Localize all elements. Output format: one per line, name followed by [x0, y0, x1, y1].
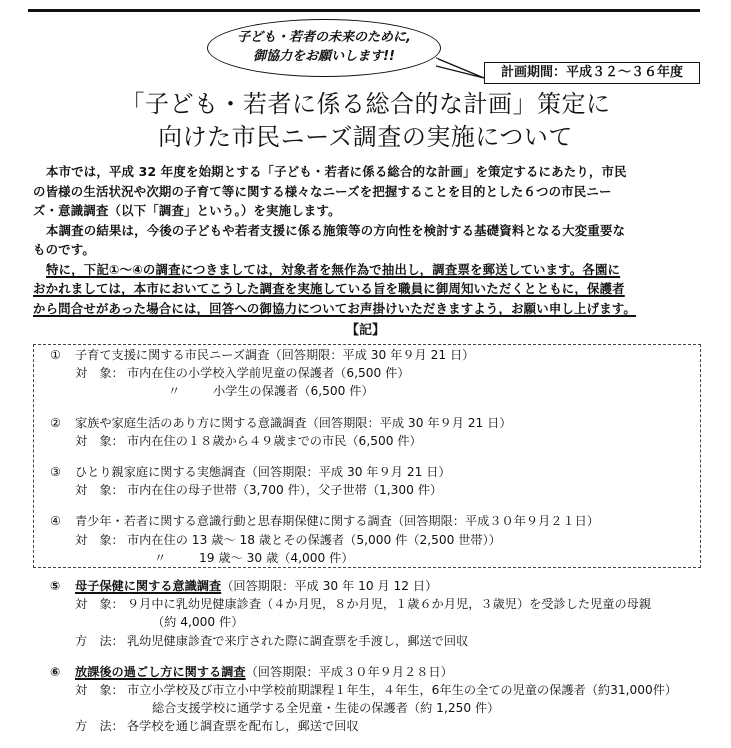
survey-5-target-cont [50, 613, 710, 631]
method-text: 各学校を通じ調査票を配布し，郵送で回収 [127, 719, 359, 734]
survey-4-heading [50, 512, 710, 530]
method-text: 乳幼児健康診査で来庁された際に調査票を手渡し，郵送で回収 [127, 633, 469, 648]
survey-number: ③ [50, 465, 61, 480]
target-label: 対 象： [75, 532, 124, 547]
survey-deadline: （回答期限：平成 30 年９月 21 日） [245, 465, 451, 480]
speech-bubble-tail [436, 56, 486, 80]
survey-2-target [50, 432, 710, 450]
survey-name: ひとり親家庭に関する実態調査 [75, 465, 246, 480]
survey-deadline: （回答期限：平成 30 年 10 月 12 日） [221, 579, 438, 594]
target-text: 市内在住の母子世帯（3,700 件），父子世帯（1,300 件） [127, 483, 443, 498]
survey-number: ② [50, 415, 61, 430]
survey-deadline: （回答期限：平成３０年９月２８日） [245, 664, 453, 679]
plan-period-box: 計画期間：平成３２～３６年度 [484, 62, 700, 84]
survey-name: 放課後の過ごし方に関する調査 [75, 664, 246, 679]
page-title [20, 88, 711, 154]
survey-deadline: （回答期限：平成 30 年９月 21 日） [269, 348, 475, 362]
survey-4-target-2 [50, 549, 710, 567]
survey-name: 子育て支援に関する市民ニーズ調査 [75, 348, 270, 362]
survey-number: ⑤ [50, 579, 61, 594]
target-text: 市立小学校及び市立小中学校前期課程１年生，４年生，6年生の全ての児童の保護者（約31,000件） [127, 683, 678, 698]
intro-line: 本市では，平成 32 年度を始期とする「子ども・若者に係る総合的な計画」を策定するにあたり，市民 [46, 164, 627, 179]
survey-5-method [50, 632, 710, 650]
target-text: 市内在住の１８歳から４９歳までの市民（6,500 件） [127, 433, 422, 448]
intro-line-underlined: から問合せがあった場合には，回答への御協力についてお声掛けいただきますよう，お願い申し上げます。 [33, 300, 636, 316]
ditto-mark: 〃 [154, 550, 167, 565]
intro-text [33, 162, 705, 318]
target-label: 対 象： [75, 683, 124, 698]
method-label: 方 法： [75, 719, 124, 734]
survey-6-method [50, 717, 710, 735]
title-line-1: 「子ども・若者に係る総合的な計画」策定に [120, 90, 611, 118]
intro-line: ものです。 [33, 242, 95, 257]
survey-1-target [50, 364, 710, 382]
survey-deadline: （回答期限：平成３０年９月２１日） [391, 514, 600, 529]
survey-number: ④ [50, 514, 61, 529]
survey-2-heading [50, 414, 710, 432]
target-label: 対 象： [75, 483, 124, 498]
survey-5-target [50, 595, 710, 613]
survey-1-target-2 [50, 382, 710, 400]
survey-5-heading [50, 577, 710, 595]
target-label: 対 象： [75, 597, 124, 612]
survey-3-target [50, 481, 710, 499]
target-text: 小学生の保護者（6,500 件） [213, 384, 374, 399]
ditto-mark: 〃 [168, 384, 181, 399]
target-text: （約 4,000 件） [152, 615, 244, 630]
target-label: 対 象： [75, 433, 124, 448]
survey-6-target [50, 681, 710, 699]
target-label: 対 象： [75, 366, 124, 381]
target-text: 市内在住の小学校入学前児童の保護者（6,500 件） [127, 366, 410, 381]
top-rule [28, 9, 700, 12]
ki-heading: 【記】 [345, 323, 385, 338]
intro-line: の皆様の生活状況や次期の子育て等に関する様々なニーズを把握することを目的とした６つの市民ニー [33, 183, 612, 199]
survey-6-heading [50, 663, 710, 681]
bubble-line-1: 子ども・若者の未来のために, [237, 30, 411, 45]
title-line-2: 向けた市民ニーズ調査の実施について [158, 123, 573, 151]
survey-number: ① [50, 348, 61, 362]
survey-4-target [50, 531, 710, 549]
intro-line: ズ・意識調査（以下「調査」という。）を実施します。 [33, 203, 341, 218]
survey-6-target-cont [50, 699, 710, 717]
survey-name: 青少年・若者に関する意識行動と思春期保健に関する調査 [75, 514, 392, 529]
intro-line-underlined: 特に，下記①～④の調査につきましては，対象者を無作為で抽出し，調査票を郵送しています。各園に [46, 261, 621, 277]
survey-number: ⑥ [50, 664, 61, 679]
bubble-line-2: 御協力をお願いします!! [253, 49, 395, 64]
survey-1-heading [50, 346, 710, 364]
survey-list [50, 346, 710, 736]
survey-name: 家族や家庭生活のあり方に関する意識調査 [75, 415, 307, 430]
survey-deadline: （回答期限：平成 30 年９月 21 日） [306, 415, 512, 430]
speech-bubble [207, 19, 441, 77]
intro-line: 本調査の結果は，今後の子どもや若者支援に係る施策等の方向性を検討する基礎資料となる大変重要な [46, 222, 626, 238]
survey-3-heading [50, 463, 710, 481]
survey-name: 母子保健に関する意識調査 [75, 579, 222, 594]
intro-line-underlined: おかれましては，本市においてこうした調査を実施している旨を職員に御周知いただくとともに，保護者 [33, 281, 625, 296]
method-label: 方 法： [75, 633, 124, 648]
target-text: ９月中に乳幼児健康診査（４か月児，８か月児，１歳６か月児，３歳児）を受診した児童の母親 [127, 597, 652, 612]
target-text: 19 歳～ 30 歳（4,000 件） [199, 550, 354, 565]
target-text: 市内在住の 13 歳～ 18 歳とその保護者（5,000 件（2,500 世帯）） [127, 532, 501, 547]
target-text: 総合支援学校に通学する全児童・生徒の保護者（約 1,250 件） [152, 701, 500, 716]
